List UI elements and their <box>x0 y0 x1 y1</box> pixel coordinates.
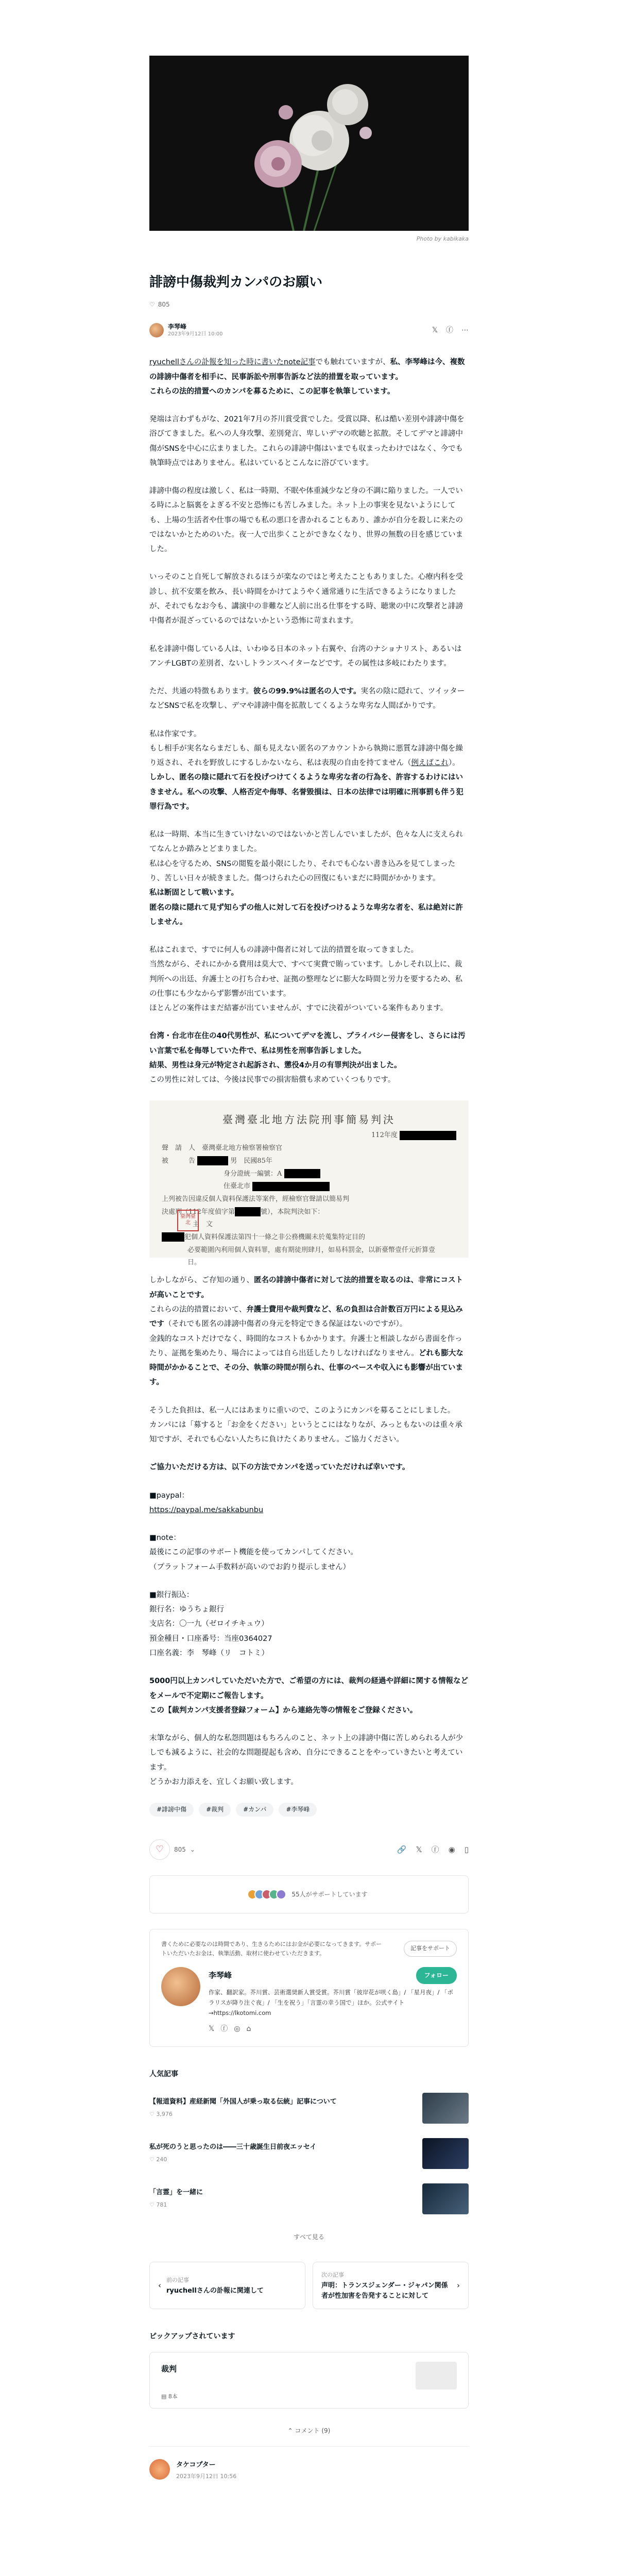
chevron-left-icon: ‹ <box>158 2281 161 2291</box>
redaction-block <box>284 1169 320 1178</box>
follow-button[interactable]: フォロー <box>416 1967 457 1984</box>
bold-text: 結果、男性は身元が特定され起訴され、懲役4か月の有罪判決が出ました。 <box>149 1061 402 1070</box>
publish-date: 2023年9月12日 10:00 <box>168 331 223 337</box>
author-block[interactable] <box>149 323 223 338</box>
creator-social-links <box>209 2022 457 2036</box>
popular-item-thumbnail[interactable] <box>422 2138 469 2169</box>
popular-item[interactable] <box>149 2181 469 2217</box>
chevron-up-icon: ⌃ <box>287 2427 295 2434</box>
redaction-block <box>252 1182 330 1191</box>
popular-item-title[interactable]: 【報道資料】産経新聞「外国人が乗っ取る伝統」記事について <box>149 2098 337 2106</box>
popular-heading: 人気記事 <box>149 2070 178 2078</box>
line-share-icon[interactable]: ◉ <box>448 1844 455 1854</box>
supporter-avatar <box>276 1889 286 1900</box>
text: 被 告 <box>162 1157 196 1165</box>
bold-text: 弁護士費用や裁判費など、私の負担は合計数百万円による見込みです <box>149 1305 463 1329</box>
text: （プラットフォーム手数料が高いのでお釣り提示しません） <box>149 1563 351 1571</box>
like-button[interactable] <box>149 1839 170 1860</box>
bold-text: ご協力いただける方は、以下の方法でカンパを送っていただければ幸いです。 <box>149 1463 410 1472</box>
supporters-box[interactable] <box>149 1875 469 1913</box>
count-text: 8本 <box>168 2393 178 2400</box>
judgment-line: 聲 請 人 臺灣臺北地方檢察署檢察官 <box>162 1144 283 1153</box>
paragraph: 誹謗中傷の程度は激しく、私は一時期、不眠や体重減少など身の不調に陥りました。一人でいる時にふと脳裏をよぎる不安と恐怖にも苦しみました。ネット上の事実を見ないようにしても、上場の生活者や仕事の場でも私の悪口を書かれることもあり、誰かが自分を殺しに来たのではないかとためのいた。夜一人で出歩くことができなくなり、世界の無数の目を感じていました。 <box>149 487 463 554</box>
case-number: 112年度 <box>371 1131 398 1140</box>
paragraph <box>149 1029 469 1087</box>
supporter-avatars <box>250 1889 286 1900</box>
facebook-icon[interactable]: ⓕ <box>220 2025 228 2033</box>
link-icon[interactable]: 🔗 <box>397 1844 407 1854</box>
popular-item-thumbnail[interactable] <box>422 2093 469 2124</box>
text: ただ、共通の特徴もあります。 <box>149 687 253 696</box>
judgment-line <box>162 1180 456 1193</box>
heart-outline-icon: ♡ <box>149 2110 157 2117</box>
facebook-share-icon[interactable]: ⓕ <box>446 326 453 334</box>
link-example[interactable]: 例えばこれ <box>411 759 449 768</box>
paragraph <box>149 1731 469 1789</box>
prev-title: ryuchellさんの訃報に関連して <box>166 2286 264 2295</box>
creator-name-row <box>209 1967 457 1984</box>
like-count: 781 <box>156 2201 167 2208</box>
article-title: 誹謗中傷裁判カンパのお願い <box>149 274 323 290</box>
paragraph: 発端は言わずもがな、2021年7月の芥川賞受賞でした。受賞以降、私は酷い差別や誹謗中傷を浴びてきました。私への人身攻撃、差別発言、卑しいデマの吹聴と拡散。そしてデマと誹謗中傷がSNSを中心に広まりました。これらの誹謗中傷はいまでも収まったわけではなく、今でも執筆時点ではありません。私はいているとこんなに浴びています。 <box>149 415 465 467</box>
x-share-icon[interactable]: 𝕏 <box>432 326 438 334</box>
text: これらの法的措置において、 <box>149 1305 247 1314</box>
bold-text: 私、李琴峰は今、複数の誹謗中傷者を相手に、民事訴訟や刑事告訴など法的措置を取っています。 <box>149 358 465 381</box>
paragraph <box>149 943 469 1015</box>
text: もし相手が実名ならまだしも、顔も見えない匿名のアカウントから執拗に悪質な誹謗中傷を繰り返され、それを野放しにするしかないなら、私は表現の自由を持てません（ <box>149 744 463 768</box>
creator-bio: 作家、翻訳家。芥川賞、芸術選奨新人賞受賞。芥川賞「彼岸花が咲く島」/ 「星月夜」/ 「ポラリスが降り注ぐ夜」/ 「生を祝う」「言霊の幸う国で」ほか。公式サイト→https://lkotomi.com <box>209 1988 454 2017</box>
paragraph <box>149 1460 469 1475</box>
paragraph <box>149 1403 469 1447</box>
article-column <box>149 56 469 2482</box>
action-icons <box>397 1842 469 1857</box>
share-buttons <box>432 324 469 337</box>
bank-transfer-block <box>149 1588 469 1660</box>
text: カンパには「募すると「お金をください」というとこにはなりなが、みっともないのは重々承知ですが、それでも心ない人たちに負けたくありません。ご協力ください。 <box>149 1420 462 1444</box>
paragraph <box>149 827 469 929</box>
see-all-link[interactable]: すべて見る <box>294 2233 324 2241</box>
popular-list <box>149 2090 469 2217</box>
bold-text: 匿名の誹謗中傷者に対して法的措置を取るのは、非常にコストが高いことです。 <box>149 1276 463 1299</box>
paypal-block <box>149 1488 469 1518</box>
chevron-down-icon[interactable]: ⌄ <box>190 1845 195 1853</box>
redaction-block <box>400 1131 456 1140</box>
text: 私はこれまで、すでに何人もの誹謗中傷者に対して法的措置を取ってきました。 <box>149 946 419 955</box>
home-icon[interactable]: ⌂ <box>246 2025 251 2033</box>
pickup-count <box>161 2392 178 2402</box>
pickup-magazine-card[interactable] <box>149 2352 469 2409</box>
support-head <box>161 1940 457 1958</box>
prev-label: 前の記事 <box>166 2277 189 2284</box>
popular-item-likes <box>149 2200 397 2211</box>
text: 身分證統一編號：A <box>224 1170 282 1178</box>
tag-list <box>149 1803 469 1817</box>
x-share-icon[interactable]: 𝕏 <box>416 1844 422 1854</box>
link-ryuchell-note[interactable]: ryuchellさんの訃報を知った時に書いたnote記事 <box>149 358 316 367</box>
text: ）。 <box>448 759 460 768</box>
judgment-line: 上列被告因違反個人資料保護法等案件，經檢察官聲請以簡易判 <box>162 1195 350 1203</box>
photo-credit[interactable]: Photo by kabikaka <box>416 235 469 242</box>
text: 実名の陰に隠れて、ツイッターなどSNSで私を攻撃し、デマや誹謗中傷を拡散してくるような卑劣な人間ばかりです。 <box>149 687 465 710</box>
text: 犯個人資料保護法第四十一條之非公務機關未於蒐集特定目的 <box>184 1233 366 1241</box>
creator-support-card <box>149 1929 469 2047</box>
creator-profile <box>161 1967 457 2036</box>
next-title: 声明：トランスジェンダー・ジャパン関係者が性加害を告発することに対して <box>321 2282 448 2300</box>
prev-article-link[interactable] <box>149 2262 305 2309</box>
article-count-icon: ▤ <box>161 2393 168 2400</box>
comments-toggle[interactable] <box>149 2425 469 2447</box>
author-avatar[interactable] <box>149 323 164 337</box>
popular-item[interactable] <box>149 2090 469 2126</box>
redaction-block <box>197 1156 228 1165</box>
pickup-thumbnail[interactable] <box>416 2362 457 2389</box>
bold-text: 私は断固として戦います。 <box>149 889 238 897</box>
popular-item-likes <box>149 2109 397 2120</box>
judgment-line <box>162 1206 456 1219</box>
bold-text: しかし、匿名の陰に隠れて石を投げつけてくるような卑劣な者の行為を、許容するわけにはいきません。私への攻撃、人格否定や侮辱、名誉毀損は、日本の法律では明確に刑事罰も伴う犯罪行為です。 <box>149 773 464 811</box>
note-label: ■note： <box>149 1534 181 1543</box>
text: ほとんどの案件はまだ結審が出ていませんが、すでに決着がついている案件もあります。 <box>149 1004 448 1013</box>
popular-item-thumbnail[interactable] <box>422 2183 469 2214</box>
support-article-button[interactable]: 記事をサポート <box>404 1941 457 1957</box>
judgment-line <box>162 1155 456 1168</box>
commenter-name[interactable]: タケコプター <box>176 2461 216 2469</box>
pickup-title[interactable]: 裁判 <box>161 2364 177 2374</box>
paragraph <box>149 684 469 714</box>
article-body <box>149 355 469 1789</box>
heart-outline-icon: ♡ <box>149 2201 157 2208</box>
creator-avatar[interactable] <box>161 1967 200 2006</box>
judgment-line: 主 文 <box>193 1221 213 1229</box>
next-label: 次の記事 <box>321 2272 344 2279</box>
judgment-heading: 臺灣臺北地方法院刑事簡易判決 <box>222 1113 396 1126</box>
text: 私は作家です。 <box>149 730 201 738</box>
court-seal-stamp: 臺灣臺北 <box>177 1210 199 1231</box>
text: 決處刑（112年度偵字第 <box>162 1208 235 1216</box>
text: 最後にこの記事のサポート機能を使ってカンパしてください。 <box>149 1548 358 1557</box>
paragraph <box>149 727 469 815</box>
comment-item <box>149 2459 469 2483</box>
judgment-line <box>162 1168 456 1181</box>
text: 男 民國85年 <box>230 1157 272 1165</box>
tag[interactable]: #裁判 <box>199 1803 231 1817</box>
bold-text: どれも膨大な時間がかかることで、その分、執筆の時間が削られ、仕事のペースや収入にも影響が出ています。 <box>149 1349 464 1387</box>
tag[interactable]: #誹謗中傷 <box>149 1803 194 1817</box>
redaction-block <box>162 1232 184 1242</box>
court-judgment-image <box>149 1100 469 1267</box>
prev-next-nav <box>149 2262 469 2309</box>
popular-item-likes <box>149 2155 397 2165</box>
text: 金銭的なコストだけでなく、時間的なコストもかかります。弁護士と相談しながら書面を作ったり、証拠を集めたり、場合によっては自ら出廷したりしなければなりません。 <box>149 1334 462 1358</box>
heart-outline-icon: ♡ <box>149 2156 157 2163</box>
bookmark-icon[interactable]: ▯ <box>464 1844 469 1854</box>
text: どうかお力添えを、宜しくお願い致します。 <box>149 1777 298 1786</box>
instagram-icon[interactable]: ◎ <box>234 2025 241 2033</box>
paragraph <box>149 355 469 399</box>
judgment-line: 日。 <box>187 1259 201 1267</box>
author-name[interactable]: 李琴峰 <box>168 323 187 330</box>
commenter-avatar[interactable] <box>149 2459 170 2480</box>
text: 末筆ながら、個人的な私怨問題はもちろんのこと、ネット上の誹謗中傷に苦しめられる人が少しでも減るように、社会的な問題提起も含め、自分にできることをやっていきたいと考えています。 <box>149 1734 463 1772</box>
bold-text: 台湾・台北市在住の40代男性が、私についてデマを流し、プライバシー侵害をし、さらには汚い言葉で私を侮辱していた件で、私は男性を刑事告訴しました。 <box>149 1032 466 1055</box>
account-holder: 口座名義：李 琴峰（リ コトミ） <box>149 1649 269 1658</box>
facebook-share-icon[interactable]: ⓕ <box>431 1844 439 1854</box>
more-icon[interactable]: ⋯ <box>461 326 469 334</box>
text: そうした負担は、私一人にはあまりに重いので、このようにカンパを募ることにしました。 <box>149 1406 455 1415</box>
paragraph: 私を誹謗中傷している人は、いわゆる日本のネット右翼や、台湾のナショナリスト、あるいはアンチLGBTの差別者、ないしトランスヘイターなどです。その属性は多岐にわたります。 <box>149 645 462 668</box>
paragraph <box>149 1674 469 1718</box>
text: 住臺北市 <box>224 1182 251 1191</box>
text: しかしながら、ご存知の通り、 <box>149 1276 254 1285</box>
text: 当然ながら、それにかかる費用は莫大で、すべて実費で賄っています。しかしそれ以上に、裁判所への出廷、弁護士との打ち合わせ、証拠の整理などに膨大な時間と労力を要するため、私の仕事にも少なからず影響が出ています。 <box>149 960 462 998</box>
bank-name: 銀行名：ゆうちょ銀行 <box>149 1605 224 1614</box>
author-row <box>149 323 469 338</box>
pickup-heading: ピックアップされています <box>149 2332 235 2341</box>
like-summary <box>149 299 469 311</box>
creator-name[interactable]: 李琴峰 <box>209 1971 232 1980</box>
redaction-block <box>235 1207 261 1216</box>
note-support-block <box>149 1531 469 1574</box>
account-number: 預金種目・口座番号：当座0364027 <box>149 1634 272 1643</box>
tag[interactable]: #李琴峰 <box>279 1803 317 1817</box>
action-bar <box>149 1839 469 1860</box>
bold-text[interactable]: この【裁判カンパ支援者登録フォーム】から連絡先等の情報をご登録ください。 <box>149 1706 418 1715</box>
flowers-image <box>149 56 469 231</box>
bank-label: ■銀行振込： <box>149 1590 194 1599</box>
bold-text: これらの法的措置へのカンパを募るために、この記事を執筆しています。 <box>149 387 395 396</box>
like-count: 3,976 <box>156 2110 173 2117</box>
paragraph <box>149 1273 469 1389</box>
text: でも触れていますが、 <box>315 358 390 367</box>
paypal-label: ■paypal： <box>149 1491 189 1500</box>
judgment-case-row <box>162 1129 456 1142</box>
comments-label: コメント (9) <box>295 2427 331 2434</box>
text: 私は心を守るため、SNSの閲覧を最小限にしたり、それでも心ない書き込みを見てしまったり、苦しい日々が続きました。傷つけられた心の回復にもいまだに時間がかかります。 <box>149 859 456 883</box>
supporters-text: 55人がサポートしています <box>291 1890 368 1898</box>
like-count: 240 <box>156 2156 167 2163</box>
like-count: 805 <box>158 300 170 308</box>
tag[interactable]: #カンパ <box>236 1803 273 1817</box>
paypal-link[interactable]: https://paypal.me/sakkabunbu <box>149 1505 264 1514</box>
comment-date: 2023年9月12日 10:56 <box>176 2473 237 2480</box>
support-lead: 書くために必要なのは時間であり、生きるためにはお金が必要になってきます。サポートいただいたお金は、執筆活動、取材に使わせていただきます。 <box>161 1940 382 1957</box>
x-icon[interactable]: 𝕏 <box>209 2025 215 2033</box>
popular-item-title[interactable]: 「言霊」を一緒に <box>149 2189 203 2197</box>
chevron-right-icon: › <box>457 2281 460 2291</box>
branch-name: 支店名：〇一九（ゼロイチキュウ） <box>149 1620 269 1629</box>
text: 私は一時期、本当に生きていけないのではないかと苦しんでいましたが、色々な人に支えられてなんとか踏みとどまりました。 <box>149 831 463 854</box>
heart-outline-icon[interactable]: ♡ <box>149 300 155 308</box>
bold-text: 匿名の陰に隠れて見ず知らずの他人に対して石を投げつけるような卑劣な者を、私は絶対に許しません。 <box>149 903 463 926</box>
text: （それでも匿名の誹謗中傷者の身元を特定できる保証はないのですが）。 <box>164 1320 407 1329</box>
judgment-line: 必要範圍內利用個人資料罪，處有期徒刑肆月，如易科罰金，以新臺幣壹仟元折算壹 <box>187 1246 436 1254</box>
header-image <box>149 56 469 231</box>
judgment-line <box>162 1231 456 1244</box>
text: 號），本院判決如下： <box>260 1208 324 1216</box>
bold-text: 5000円以上カンパしていただいた方で、ご希望の方には、裁判の経過や詳細に関する情報などをメールで不定期にご報告します。 <box>149 1677 469 1700</box>
next-article-link[interactable] <box>313 2262 469 2309</box>
heart-icon: ♡ <box>155 1843 164 1855</box>
popular-item-title[interactable]: 私が死のうと思ったのは――三十歳誕生日前夜エッセイ <box>149 2143 317 2151</box>
popular-item[interactable] <box>149 2136 469 2172</box>
like-area <box>149 1839 195 1860</box>
bold-text: 彼らの99.9%は匿名の人です。 <box>253 687 361 696</box>
like-count: 805 <box>174 1845 186 1853</box>
paragraph: いっそのこと自死して解放されるほうが楽なのではと考えたこともありました。心療内科を受診し、抗不安薬を飲み、長い時間をかけてようやく通常通りに生活できるようになりましたが、それでもなお今も、講演中の非難など人前に出る仕事をする時、聴衆の中に攻撃者と誹謗中傷者が混ざっているのではないかという恐怖に苛まれます。 <box>149 573 463 625</box>
text: この男性に対しては、今後は民事での損害賠償も求めていくつもりです。 <box>149 1076 396 1084</box>
